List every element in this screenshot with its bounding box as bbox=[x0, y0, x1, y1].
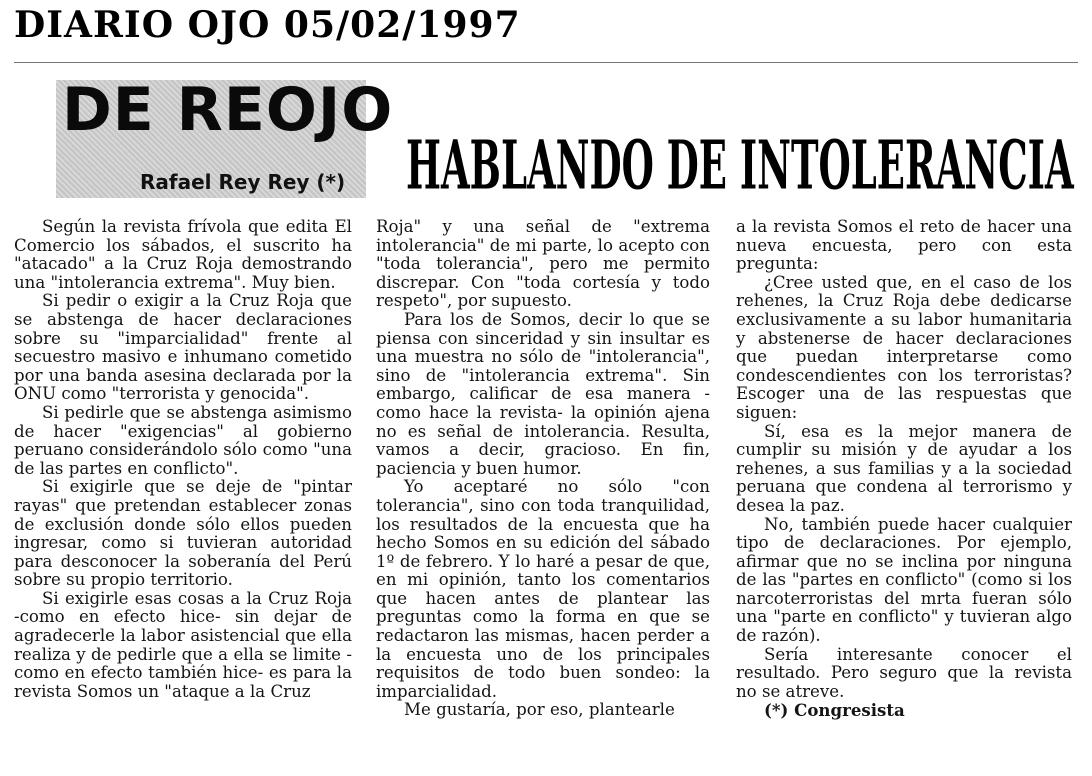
paragraph: Si pedirle que se abstenga asimismo de hacer "exigencias" al gobierno peruano considerándolo sólo como "una de las partes en conflicto". bbox=[14, 402, 352, 478]
masthead: DIARIO OJO 05/02/1997 bbox=[14, 4, 521, 46]
author-signature: (*) Congresista bbox=[764, 700, 905, 721]
paragraph: Sí, esa es la mejor manera de cumplir su misión y de ayudar a los rehenes, a sus familias y a la sociedad peruana que condena al terrorismo y desea la paz. bbox=[736, 421, 1072, 515]
column-name: DE REOJO bbox=[62, 75, 394, 145]
paragraph: a la revista Somos el reto de hacer una nueva encuesta, pero con esta pregunta: bbox=[736, 218, 1072, 274]
masthead-rule bbox=[14, 62, 1078, 63]
column-author: Rafael Rey Rey (*) bbox=[140, 170, 346, 194]
paragraph: Si exigirle que se deje de "pintar rayas" que pretendan establecer zonas de exclusión donde sólo ellos pueden ingresar, como si tuvieran autoridad para desconocer la soberanía del Perú sobre su propio territorio. bbox=[14, 477, 352, 590]
article-column-3 bbox=[736, 218, 1072, 774]
paragraph: Según la revista frívola que edita El Comercio los sábados, el suscrito ha "atacado" a la Cruz Roja demostrando una "intolerancia extrema". Muy bien. bbox=[14, 218, 352, 292]
paragraph: Si exigirle esas cosas a la Cruz Roja -como en efecto hice- sin dejar de agradecerle la labor asistencial que ella realiza y de pedirle que a ella se limite -como en efecto también hice- es para la revista Somos un "ataque a la Cruz bbox=[14, 588, 352, 701]
paragraph: Roja" y una señal de "extrema intolerancia" de mi parte, lo acepto con "toda tolerancia", pero me permito discrepar. Con "toda cortesía y todo respeto", por supuesto. bbox=[376, 218, 710, 311]
paragraph: Sería interesante conocer el resultado. Pero seguro que la revista no se atreve. bbox=[736, 644, 1072, 701]
paragraph: No, también puede hacer cualquier tipo de declaraciones. Por ejemplo, afirmar que no se inclina por ninguna de las "partes en conflicto" (como si los narcoterroristas del mrta fueran sólo una "parte en conflicto" y tuvieran algo de razón). bbox=[736, 514, 1072, 646]
article-column-1 bbox=[14, 218, 352, 774]
article-column-2 bbox=[376, 218, 710, 774]
paragraph: Me gustaría, por eso, plantearle bbox=[404, 700, 675, 720]
paragraph: Si pedir o exigir a la Cruz Roja que se abstenga de hacer declaraciones sobre su "imparcialidad" frente al secuestro masivo e inhumano cometido por una banda asesina declarada por la ONU como "terrorista y genocida". bbox=[14, 291, 352, 404]
headline: HABLANDO DE INTOLERANCIA bbox=[406, 125, 1074, 205]
paragraph: Para los de Somos, decir lo que se piensa con sinceridad y sin insultar es una muestra no sólo de "intolerancia", sino de "intolerancia extrema". Sin embargo, calificar de esa manera -como hace la revista- la opinión ajena no es señal de intolerancia. Resulta, vamos a decir, gracioso. En fin, paciencia y buen humor. bbox=[376, 309, 710, 478]
paragraph: Yo aceptaré no sólo "con tolerancia", sino con toda tranquilidad, los resultados de la encuesta que ha hecho Somos en su edición del sábado 1º de febrero. Y lo haré a pesar de que, en mi opinión, tanto los comentarios que hacen antes de plantear las preguntas como la forma en que se redactaron las mismas, hacen perder a la encuesta uno de los principales requisitos de todo buen sondeo: la imparcialidad. bbox=[376, 477, 710, 701]
paragraph: ¿Cree usted que, en el caso de los rehenes, la Cruz Roja debe dedicarse exclusivamente a su labor humanitaria y abstenerse de hacer declaraciones que puedan interpretarse como condescendientes con los terroristas? Escoger una de las respuestas que siguen: bbox=[736, 272, 1072, 422]
